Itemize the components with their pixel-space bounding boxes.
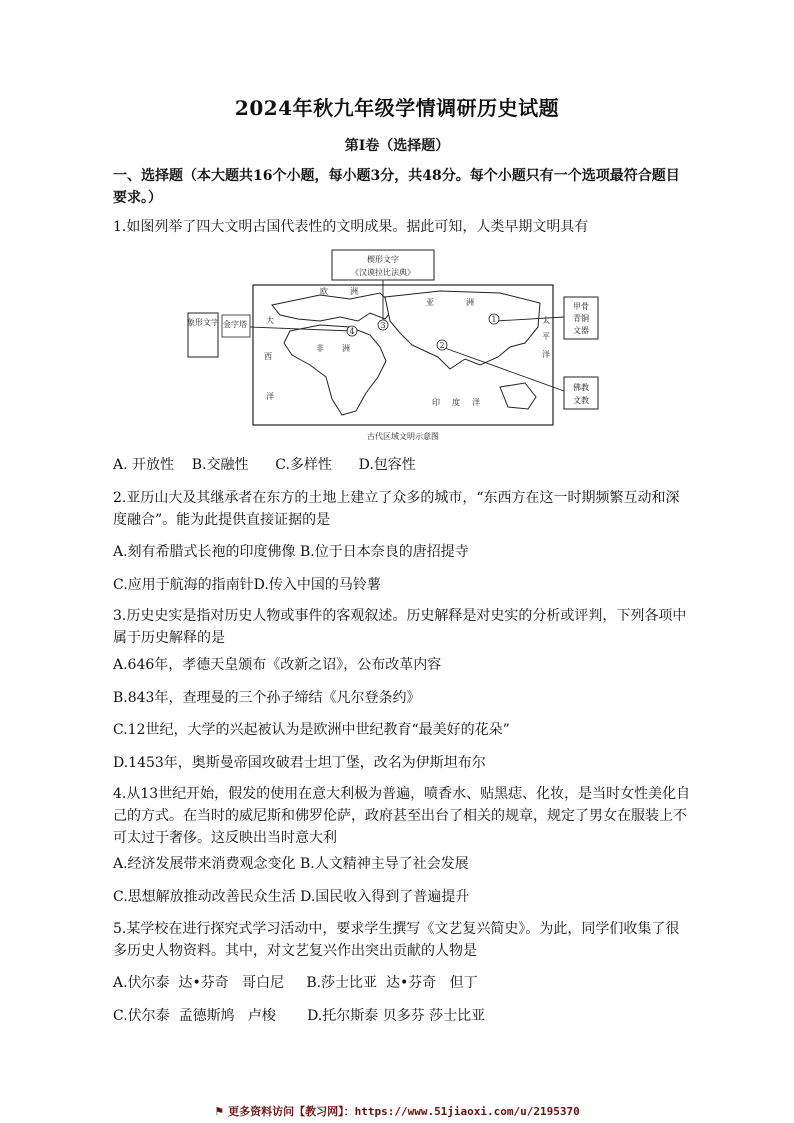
map-box-right-top-line-3: 文器 [573, 326, 589, 335]
map-caption: 古代区域文明示意图 [367, 432, 439, 441]
question-5-option-line-1: A.伏尔泰 达•芬奇 哥白尼 B.莎士比亚 达•芬奇 但丁 [113, 975, 478, 991]
map-label-indian-2: 度 [452, 398, 460, 407]
map-label-africa-2: 洲 [342, 344, 350, 353]
question-3-stem: 3.历史史实是指对历史人物或事件的客观叙述。历史解释是对史实的分析或评判，下列各项中属于历史解释的是 [113, 608, 687, 646]
footer-link-text[interactable]: 更多资料访问【教习网】：https://www.51jiaoxi.com/u/2195370 [228, 1105, 580, 1118]
civilization-map-svg [180, 247, 610, 447]
map-box-right-top-line-2: 青铜 [573, 314, 589, 323]
map-box-right-bottom-line-2: 文教 [573, 396, 589, 405]
map-label-pacific-1: 太 [542, 316, 550, 325]
map-label-indian-1: 印 [432, 398, 440, 407]
question-2-option-line-2: C.应用于航海的指南针D.传入中国的马铃薯 [113, 577, 381, 593]
map-marker-1-label: 1 [491, 315, 497, 324]
map-label-pacific-3: 洋 [542, 350, 550, 359]
question-3-option-b: B.843年，查理曼的三个孙子缔结《凡尔登条约》 [113, 690, 421, 706]
question-4-option-line-2: C.思想解放推动改善民众生活 D.国民收入得到了普遍提升 [113, 889, 470, 905]
map-label-atlantic-3: 洋 [266, 392, 274, 401]
map-box-top-line-1: 楔形文字 [367, 255, 399, 264]
question-2-stem: 2.亚历山大及其继承者在东方的土地上建立了众多的城市，“东西方在这一时期频繁互动和深度融合”。能为此提供直接证据的是 [113, 490, 680, 528]
question-1-options: A. 开放性 B.交融性 C.多样性 D.包容性 [113, 457, 416, 473]
map-label-europe-2: 洲 [350, 287, 358, 296]
map-label-africa-1: 非 [316, 344, 324, 353]
map-label-asia-1: 亚 [426, 298, 434, 307]
question-3-option-c: C.12世纪，大学的兴起被认为是欧洲中世纪教育“最美好的花朵” [113, 722, 510, 738]
flag-icon: ⚑ [214, 1105, 225, 1118]
map-marker-4-label: 4 [349, 327, 355, 336]
map-label-atlantic-1: 大 [266, 316, 274, 325]
map-label-indian-3: 洋 [472, 398, 480, 407]
question-2-option-line-1: A.刻有希腊式长袍的印度佛像 B.位于日本奈良的唐招提寺 [113, 544, 469, 560]
question-3-option-d: D.1453年，奥斯曼帝国攻破君士坦丁堡，改名为伊斯坦布尔 [113, 755, 486, 771]
page-title: 2024年秋九年级学情调研历史试题 [234, 96, 560, 120]
question-4-option-line-1: A.经济发展带来消费观念变化 B.人文精神主导了社会发展 [113, 856, 469, 872]
map-box-left-text-2: 金字塔 [223, 320, 247, 329]
map-box-right-top-line-1: 甲骨 [573, 302, 589, 311]
map-marker-2-label: 2 [439, 341, 445, 350]
section-heading: 一、选择题（本大题共16个小题，每小题3分，共48分。每个小题只有一个选项最符合题目要求。） [113, 168, 680, 206]
question-3-option-a: A.646年，孝德天皇颁布《改新之诏》，公布改革内容 [113, 657, 442, 673]
civilization-map [180, 247, 610, 447]
map-box-left-text-1: 象形文字 [187, 318, 219, 327]
map-label-atlantic-2: 西 [264, 352, 272, 361]
map-label-pacific-2: 平 [542, 332, 550, 341]
question-1-stem: 1.如图列举了四大文明古国代表性的文明成果。据此可知，人类早期文明具有 [113, 219, 589, 235]
question-4-stem: 4.从13世纪开始，假发的使用在意大利极为普遍，喷香水、贴黑痣、化妆，是当时女性美化自己的方式。在当时的威尼斯和佛罗伦萨，政府甚至出台了相关的规章，规定了男女在服装上不可太过于奢侈。这反映出当时意大利 [113, 786, 691, 846]
section-subtitle: 第I卷（选择题） [344, 138, 450, 154]
page-footer [0, 1103, 794, 1119]
map-box-right-bottom-line-1: 佛教 [573, 383, 589, 392]
map-marker-3-label: 3 [380, 321, 386, 330]
map-label-asia-2: 洲 [466, 298, 474, 307]
map-label-europe-1: 欧 [320, 287, 328, 296]
question-5-stem: 5.某学校在进行探究式学习活动中，要求学生撰写《文艺复兴简史》。为此，同学们收集了很多历史人物资料。其中，对文艺复兴作出突出贡献的人物是 [113, 921, 680, 959]
question-5-option-line-2: C.伏尔泰 孟德斯鸠 卢梭 D.托尔斯泰 贝多芬 莎士比亚 [113, 1008, 486, 1024]
map-box-top-line-2: 《汉谟拉比法典》 [351, 268, 415, 277]
